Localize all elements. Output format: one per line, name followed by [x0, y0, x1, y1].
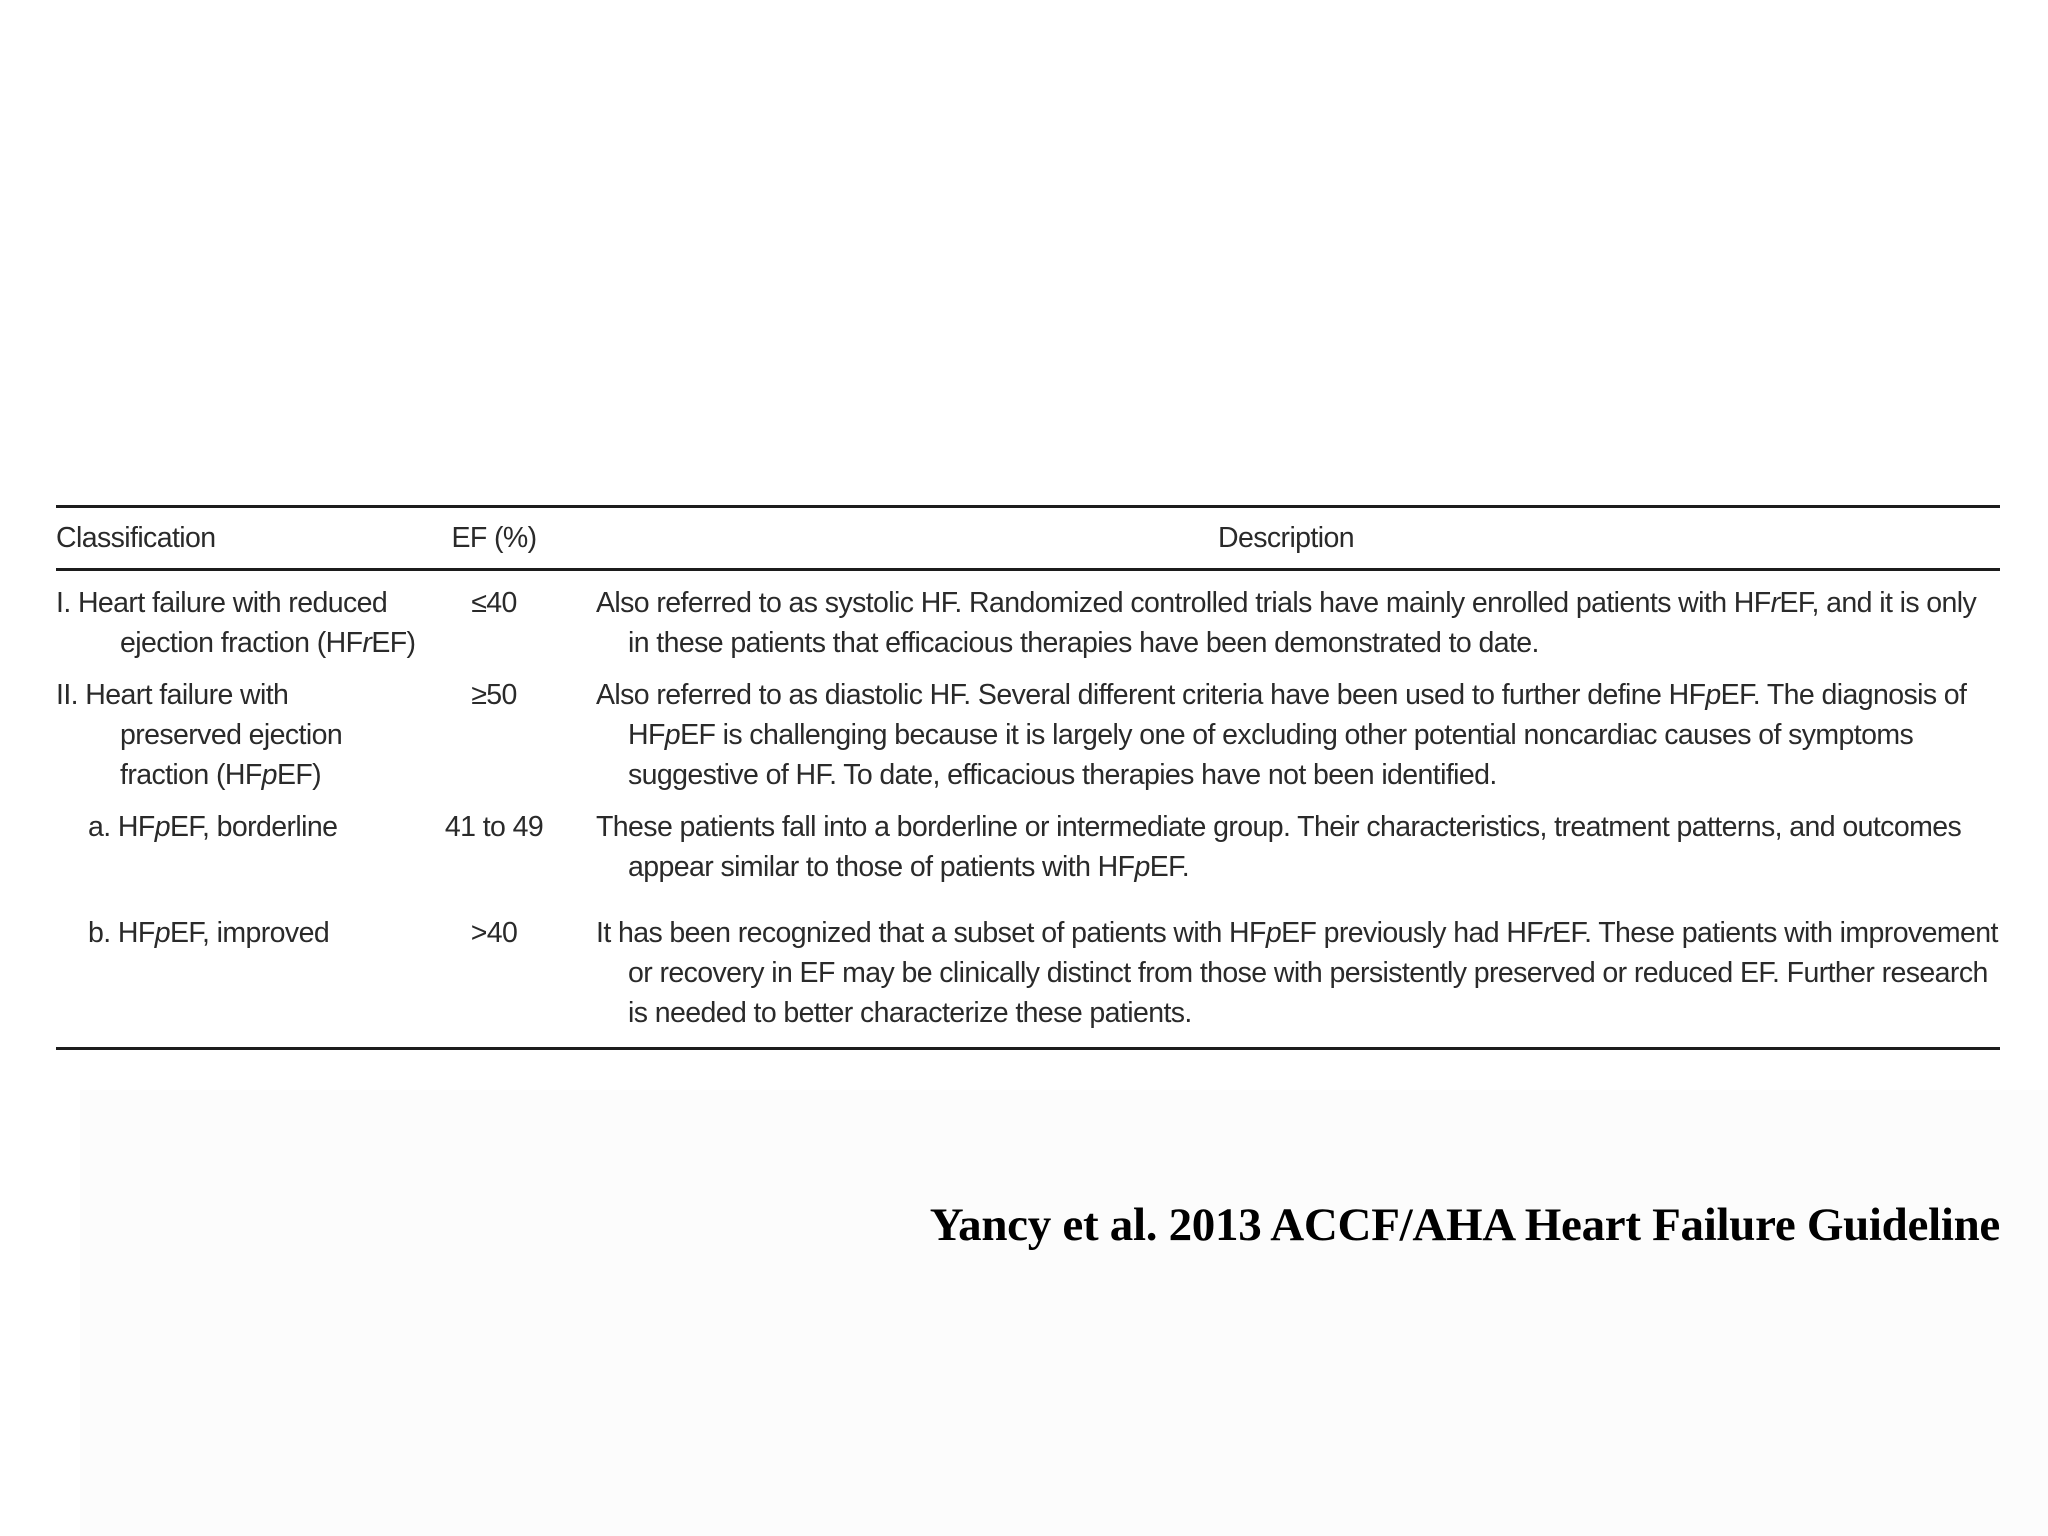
description-cell: These patients fall into a borderline or intermediate group. Their characteristics, treatment patterns, and outcomes appear similar to those of patients with HFpEF. — [596, 811, 1962, 883]
description-cell: It has been recognized that a subset of patients with HFpEF previously had HFrEF. These patients with improvement or recovery in EF may be clinically distinct from those with persistently preserved or reduced EF. Further research is needed to better characterize these patients. — [596, 917, 1998, 1029]
slide-background-shade — [80, 1090, 2048, 1536]
ef-cell: >40 — [470, 917, 518, 949]
description-cell: Also referred to as systolic HF. Randomized controlled trials have mainly enrolled patients with HFrEF, and it is only in these patients that efficacious therapies have been demonstrated to date. — [596, 587, 1977, 659]
classification-cell: a. HFpEF, borderline — [88, 811, 338, 843]
table-row — [56, 803, 2000, 895]
hf-classification-table — [56, 508, 2000, 1037]
ef-cell: 41 to 49 — [444, 811, 544, 843]
ef-cell: ≤40 — [471, 587, 517, 619]
table-bottom-rule — [56, 1047, 2000, 1050]
table-row — [56, 571, 2000, 667]
classification-cell: b. HFpEF, improved — [88, 917, 330, 949]
table-row — [56, 895, 2000, 1037]
table-header-row — [56, 508, 2000, 568]
header-description: Description — [1218, 522, 1354, 554]
ef-cell: ≥50 — [471, 679, 517, 711]
classification-cell: I. Heart failure with reduced ejection fraction (HFrEF) — [56, 587, 416, 659]
table-row — [56, 667, 2000, 803]
description-cell: Also referred to as diastolic HF. Several different criteria have been used to further define HFpEF. The diagnosis of HFpEF is challenging because it is largely one of excluding other potential noncardiac causes of symptoms suggestive of HF. To date, efficacious therapies have not been identified. — [596, 679, 1967, 791]
classification-cell: II. Heart failure with preserved ejection fraction (HFpEF) — [56, 679, 343, 791]
header-classification: Classification — [56, 522, 216, 554]
header-ef: EF (%) — [451, 522, 537, 554]
citation-caption: Yancy et al. 2013 ACCF/AHA Heart Failure Guideline — [929, 1199, 2000, 1251]
hf-classification-table-container — [56, 505, 2000, 1050]
